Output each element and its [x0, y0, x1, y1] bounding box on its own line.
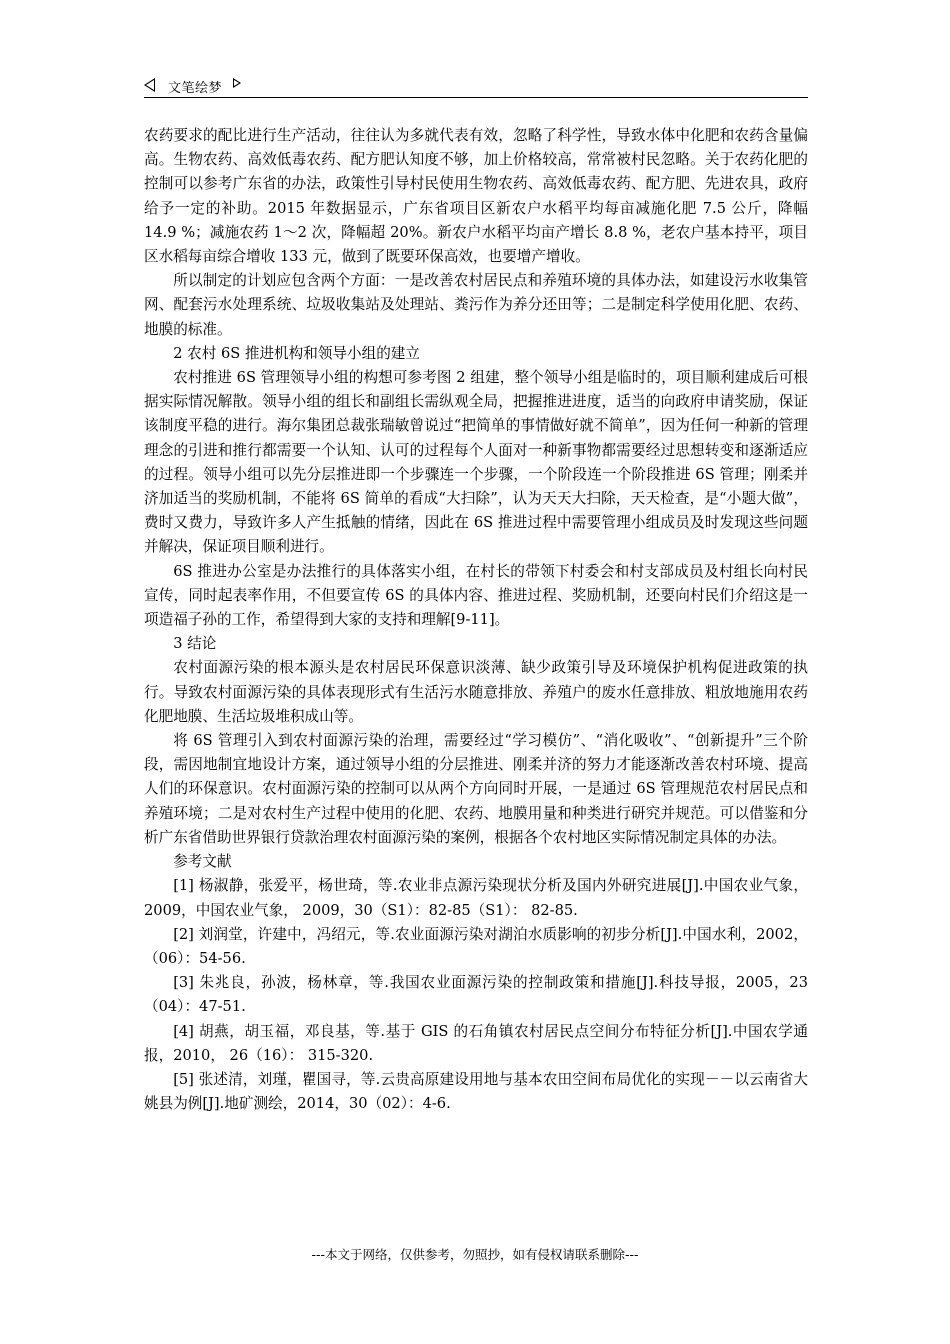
section-heading: 3 结论 — [173, 635, 217, 653]
footer-disclaimer: ---本文于网络，仅供参考，勿照抄，如有侵权请联系删除--- — [311, 1247, 639, 1262]
references-heading: 参考文献 — [173, 853, 232, 871]
paragraph: 将 6S 管理引入到农村面源污染的治理，需要经过“学习模仿”、“消化吸收”、“创新提升”三个阶段，需因地制宜地设计方案，通过领导小组的分层推进、刚柔并济的努力才能逐渐改善农村环境、提高人们的环保意识。农村面源污染的控制可以从两个方向同时开展，一是通过 6S 管理规范农村居民点和养殖环境；二是对农村生产过程中使用的化肥、农药、地膜用量和种类进行研究并规范。可以借鉴和分析广东省借助世界银行贷款治理农村面源污染的案例，根据各个农村地区实际情况制定具体的办法。 — [144, 732, 808, 846]
reference-item: [1] 杨淑静，张爱平，杨世琦，等.农业非点源污染现状分析及国内外研究进展[J].中国农业气象，2009，中国农业气象， 2009，30（S1）：82-85（S1）： 82-85. — [144, 877, 808, 919]
paragraph: 农村推进 6S 管理领导小组的构想可参考图 2 组建，整个领导小组是临时的，项目顺利建成后可根据实际情况解散。领导小组的组长和副组长需纵观全局，把握推进进度，适当的向政府申请奖励，保证该制度平稳的进行。海尔集团总裁张瑞敏曾说过“把简单的事情做好就不简单”，因为任何一种新的管理理念的引进和推行都需要一个认知、认可的过程每个人面对一种新事物都需要经过思想转变和逐渐适应的过程。领导小组可以先分层推进即一个步骤连一个步骤，一个阶段连一个阶段推进 6S 管理；刚柔并济加适当的奖励机制，不能将 6S 简单的看成“大扫除”，认为天天大扫除，天天检查，是“小题大做”，费时又费力，导致许多人产生抵触的情绪，因此在 6S 推进过程中需要管理小组成员及时发现这些问题并解决，保证项目顺利进行。 — [144, 369, 808, 556]
header-brand: 文笔绘梦 — [168, 81, 223, 96]
reference-item: [4] 胡燕，胡玉福，邓良基，等.基于 GIS 的石角镇农村居民点空间分布特征分析[J].中国农学通报，2010， 26（16）： 315-320. — [144, 1022, 808, 1064]
triangle-right-icon — [233, 78, 241, 88]
paragraph: 农药要求的配比进行生产活动，往往认为多就代表有效，忽略了科学性，导致水体中化肥和农药含量偏高。生物农药、高效低毒农药、配方肥认知度不够，加上价格较高，常常被村民忽略。关于农药化肥的控制可以参考广东省的办法，政策性引导村民使用生物农药、高效低毒农药、配方肥、先进农具，政府给予一定的补助。2015 年数据显示，广东省项目区新农户水稻平均每亩减施化肥 7.5 公斤，降幅 14.9 %；减施农药 1～2 次，降幅超 20%。新农户水稻平均亩产增长 8.8 %，老农户基本持平，项目区水稻每亩综合增收 133 元，做到了既要环保高效，也要增产增收。 — [144, 127, 808, 266]
paragraph: 所以制定的计划应包含两个方面：一是改善农村居民点和养殖环境的具体办法，如建设污水收集管网、配套污水处理系统、垃圾收集站及处理站、粪污作为养分还田等；二是制定科学使用化肥、农药、地膜的标准。 — [144, 272, 808, 338]
header-divider — [144, 97, 808, 98]
paragraph: 农村面源污染的根本源头是农村居民环保意识淡薄、缺少政策引导及环境保护机构促进政策的执行。导致农村面源污染的具体表现形式有生活污水随意排放、养殖户的废水任意排放、粗放地施用农药化肥地膜、生活垃圾堆积成山等。 — [144, 659, 808, 725]
document-body — [144, 124, 808, 1116]
page-header — [144, 74, 808, 98]
section-heading: 2 农村 6S 推进机构和领导小组的建立 — [173, 344, 420, 362]
reference-item: [2] 刘润堂，许建中，冯绍元，等.农业面源污染对湖泊水质影响的初步分析[J].中国水利，2002，（06）：54-56. — [144, 925, 808, 967]
reference-item: [5] 张述清，刘瑾，瞿国寻，等.云贵高原建设用地与基本农田空间布局优化的实现－－以云南省大姚县为例[J].地矿测绘，2014，30（02）：4-6. — [144, 1070, 808, 1113]
triangle-left-icon — [144, 78, 155, 92]
reference-item: [3] 朱兆良，孙波，杨林章，等.我国农业面源污染的控制政策和措施[J].科技导报，2005，23（04）：47-51. — [144, 974, 808, 1016]
paragraph: 6S 推进办公室是办法推行的具体落实小组，在村长的带领下村委会和村支部成员及村组长向村民宣传，同时起表率作用，不但要宣传 6S 的具体内容、推进过程、奖励机制，还要向村民们介绍这是一项造福子孙的工作，希望得到大家的支持和理解[9-11]。 — [144, 562, 808, 629]
